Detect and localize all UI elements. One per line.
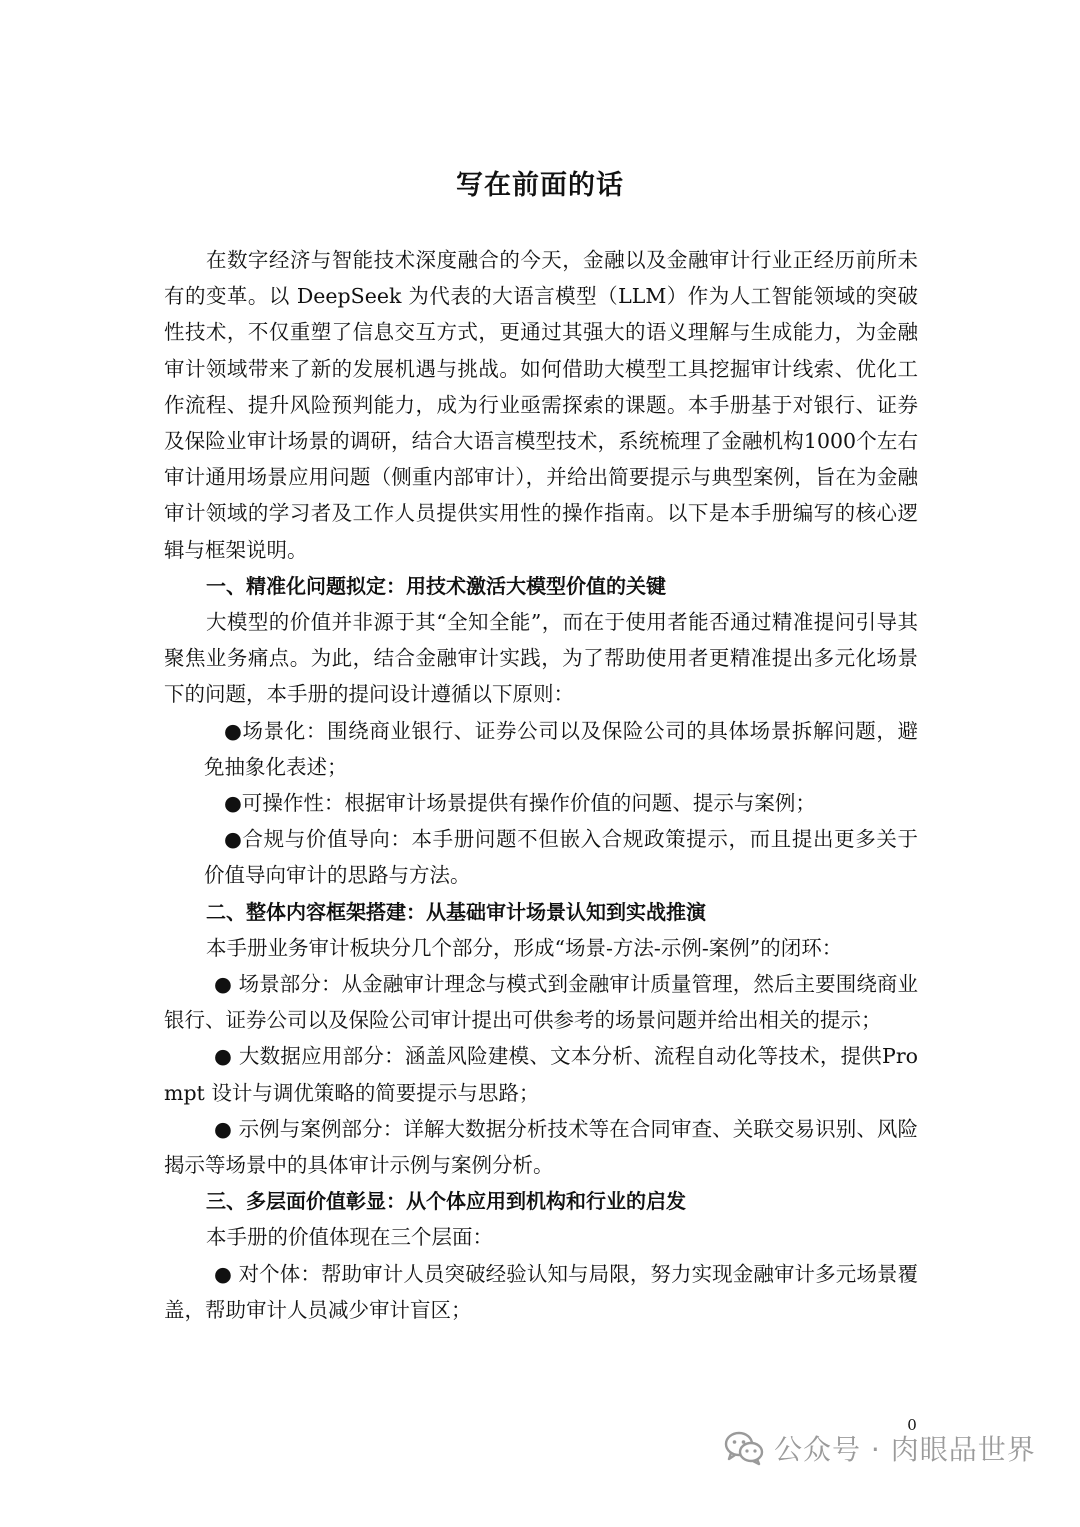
page-title: 写在前面的话 bbox=[456, 170, 624, 201]
section-heading-3: 三、多层面价值彰显：从个体应用到机构和行业的启发 bbox=[206, 1189, 686, 1214]
document-body bbox=[164, 242, 918, 1328]
section-1-paragraph: 大模型的价值并非源于其“全知全能”，而在于使用者能否通过精准提问引导其聚焦业务痛点。为此，结合金融审计实践，为了帮助使用者更精准提出多元化场景下的问题，本手册的提问设计遵循以下原则： bbox=[164, 610, 918, 707]
section-heading-1: 一、精准化问题拟定：用技术激活大模型价值的关键 bbox=[206, 573, 666, 598]
watermark bbox=[724, 1428, 1036, 1468]
section-3-paragraph: 本手册的价值体现在三个层面： bbox=[206, 1225, 493, 1250]
section-2-paragraph: 本手册业务审计板块分几个部分，形成“场景-方法-示例-案例”的闭环： bbox=[206, 935, 843, 960]
bullet-compliance: ●合规与价值导向：本手册问题不但嵌入合规政策提示，而且提出更多关于价值导向审计的思路与方法。 bbox=[204, 827, 918, 888]
bullet-individual: ● 对个体：帮助审计人员突破经验认知与局限，努力实现金融审计多元场景覆盖，帮助审计人员减少审计盲区； bbox=[164, 1261, 918, 1322]
bullet-case-part: ● 示例与案例部分：详解大数据分析技术等在合同审查、关联交易识别、风险揭示等场景中的具体审计示例与案例分析。 bbox=[164, 1116, 918, 1178]
page-number: 0 bbox=[907, 1416, 917, 1434]
bullet-scenario: ●场景化：围绕商业银行、证券公司以及保险公司的具体场景拆解问题，避免抽象化表述； bbox=[204, 718, 918, 779]
bullet-operability: ●可操作性：根据审计场景提供有操作价值的问题、提示与案例； bbox=[224, 791, 816, 816]
bullet-scene-part: ● 场景部分：从金融审计理念与模式到金融审计质量管理，然后主要围绕商业银行、证券公司以及保险公司审计提出可供参考的场景问题并给出相关的提示； bbox=[164, 972, 918, 1033]
wechat-icon bbox=[724, 1430, 764, 1466]
bullet-bigdata-part: ● 大数据应用部分：涵盖风险建模、文本分析、流程自动化等技术，提供Prompt 设计与调优策略的简要提示与思路； bbox=[164, 1044, 918, 1105]
section-heading-2: 二、整体内容框架搭建：从基础审计场景认知到实战推演 bbox=[206, 899, 706, 924]
intro-paragraph: 在数字经济与智能技术深度融合的今天，金融以及金融审计行业正经历前所未有的变革。以 DeepSeek 为代表的大语言模型（LLM）作为人工智能领域的突破性技术，不仅重塑了信息交互方式，更通过其强大的语义理解与生成能力，为金融审计领域带来了新的发展机遇与挑战。如何借助大模型工具挖掘审计线索、优化工作流程、提升风险预判能力，成为行业亟需探索的课题。本手册基于对银行、证券及保险业审计场景的调研，结合大语言模型技术，系统梳理了金融机构1000个左右审计通用场景应用问题（侧重内部审计），并给出简要提示与典型案例，旨在为金融审计领域的学习者及工作人员提供实用性的操作指南。以下是本手册编写的核心逻辑与框架说明。 bbox=[164, 248, 918, 562]
watermark-text: 公众号 · 肉眼品世界 bbox=[774, 1433, 1036, 1466]
